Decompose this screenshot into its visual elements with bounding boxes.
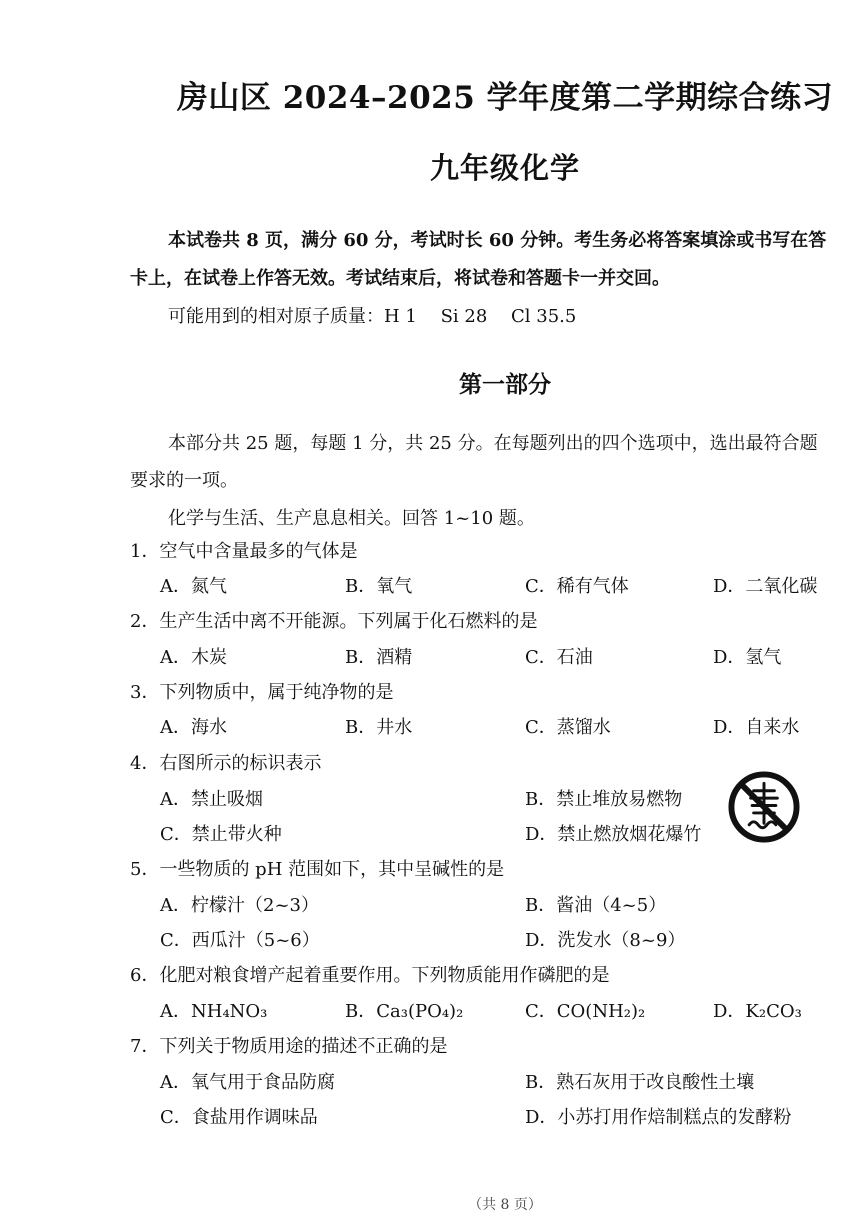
question-7-option-c: C．食盐用作调味品: [160, 1107, 318, 1128]
page-footer: （共 8 页）: [468, 1197, 542, 1213]
question-6-option-a: A．NH₄NO₃: [160, 1001, 268, 1022]
question-1-option-c: C．稀有气体: [525, 576, 629, 597]
question-7-option-b: B．熟石灰用于改良酸性土壤: [525, 1072, 755, 1093]
atomic-masses: 可能用到的相对原子质量：H 1 Si 28 Cl 35.5: [168, 306, 577, 327]
question-3-option-b: B．井水: [345, 717, 413, 738]
question-4-option-c: C．禁止带火种: [160, 824, 282, 845]
question-7-stem: 7．下列关于物质用途的描述不正确的是: [130, 1036, 448, 1057]
intro-line-1: 本试卷共 8 页，满分 60 分，考试时长 60 分钟。考生务必将答案填涂或书写在答: [168, 230, 827, 251]
question-1-option-a: A．氮气: [160, 576, 227, 597]
question-3-stem: 3．下列物质中，属于纯净物的是: [130, 682, 394, 703]
question-2-option-b: B．酒精: [345, 647, 413, 668]
question-6-option-b: B．Ca₃(PO₄)₂: [345, 1001, 464, 1022]
question-3-option-d: D．自来水: [713, 717, 800, 738]
question-6-option-d: D．K₂CO₃: [713, 1001, 802, 1022]
question-6-stem: 6．化肥对粮食增产起着重要作用。下列物质能用作磷肥的是: [130, 965, 610, 986]
part-one-heading: 第一部分: [459, 371, 551, 398]
question-6-option-c: C．CO(NH₂)₂: [525, 1001, 646, 1022]
question-4-stem: 4．右图所示的标识表示: [130, 753, 322, 774]
question-5-stem: 5．一些物质的 pH 范围如下，其中呈碱性的是: [130, 859, 505, 880]
part-one-desc-2: 要求的一项。: [130, 470, 238, 491]
question-3-option-a: A．海水: [160, 717, 227, 738]
question-5-option-d: D．洗发水（8~9）: [525, 930, 686, 951]
exam-subject: 九年级化学: [429, 151, 580, 185]
question-1-option-b: B．氧气: [345, 576, 413, 597]
question-2-option-a: A．木炭: [160, 647, 227, 668]
question-2-option-c: C．石油: [525, 647, 593, 668]
part-one-desc-1: 本部分共 25 题，每题 1 分，共 25 分。在每题列出的四个选项中，选出最符合题: [168, 433, 818, 454]
question-5-option-a: A．柠檬汁（2~3）: [160, 895, 319, 916]
question-5-option-b: B．酱油（4~5）: [525, 895, 667, 916]
question-3-option-c: C．蒸馏水: [525, 717, 611, 738]
question-group-intro: 化学与生活、生产息息相关。回答 1~10 题。: [168, 508, 535, 529]
question-7-option-a: A．氧气用于食品防腐: [160, 1072, 335, 1093]
no-fireworks-sign-icon: [727, 770, 801, 844]
question-2-option-d: D．氢气: [713, 647, 782, 668]
question-1-option-d: D．二氧化碳: [713, 576, 818, 597]
question-1-stem: 1．空气中含量最多的气体是: [130, 541, 358, 562]
question-4-option-a: A．禁止吸烟: [160, 789, 263, 810]
question-5-option-c: C．西瓜汁（5~6）: [160, 930, 320, 951]
intro-line-2: 卡上，在试卷上作答无效。考试结束后，将试卷和答题卡一并交回。: [130, 268, 670, 289]
exam-title: 房山区 2024–2025 学年度第二学期综合练习: [176, 80, 834, 116]
question-4-option-b: B．禁止堆放易燃物: [525, 789, 683, 810]
question-7-option-d: D．小苏打用作焙制糕点的发酵粉: [525, 1107, 792, 1128]
question-2-stem: 2．生产生活中离不开能源。下列属于化石燃料的是: [130, 611, 538, 632]
question-4-option-d: D．禁止燃放烟花爆竹: [525, 824, 702, 845]
